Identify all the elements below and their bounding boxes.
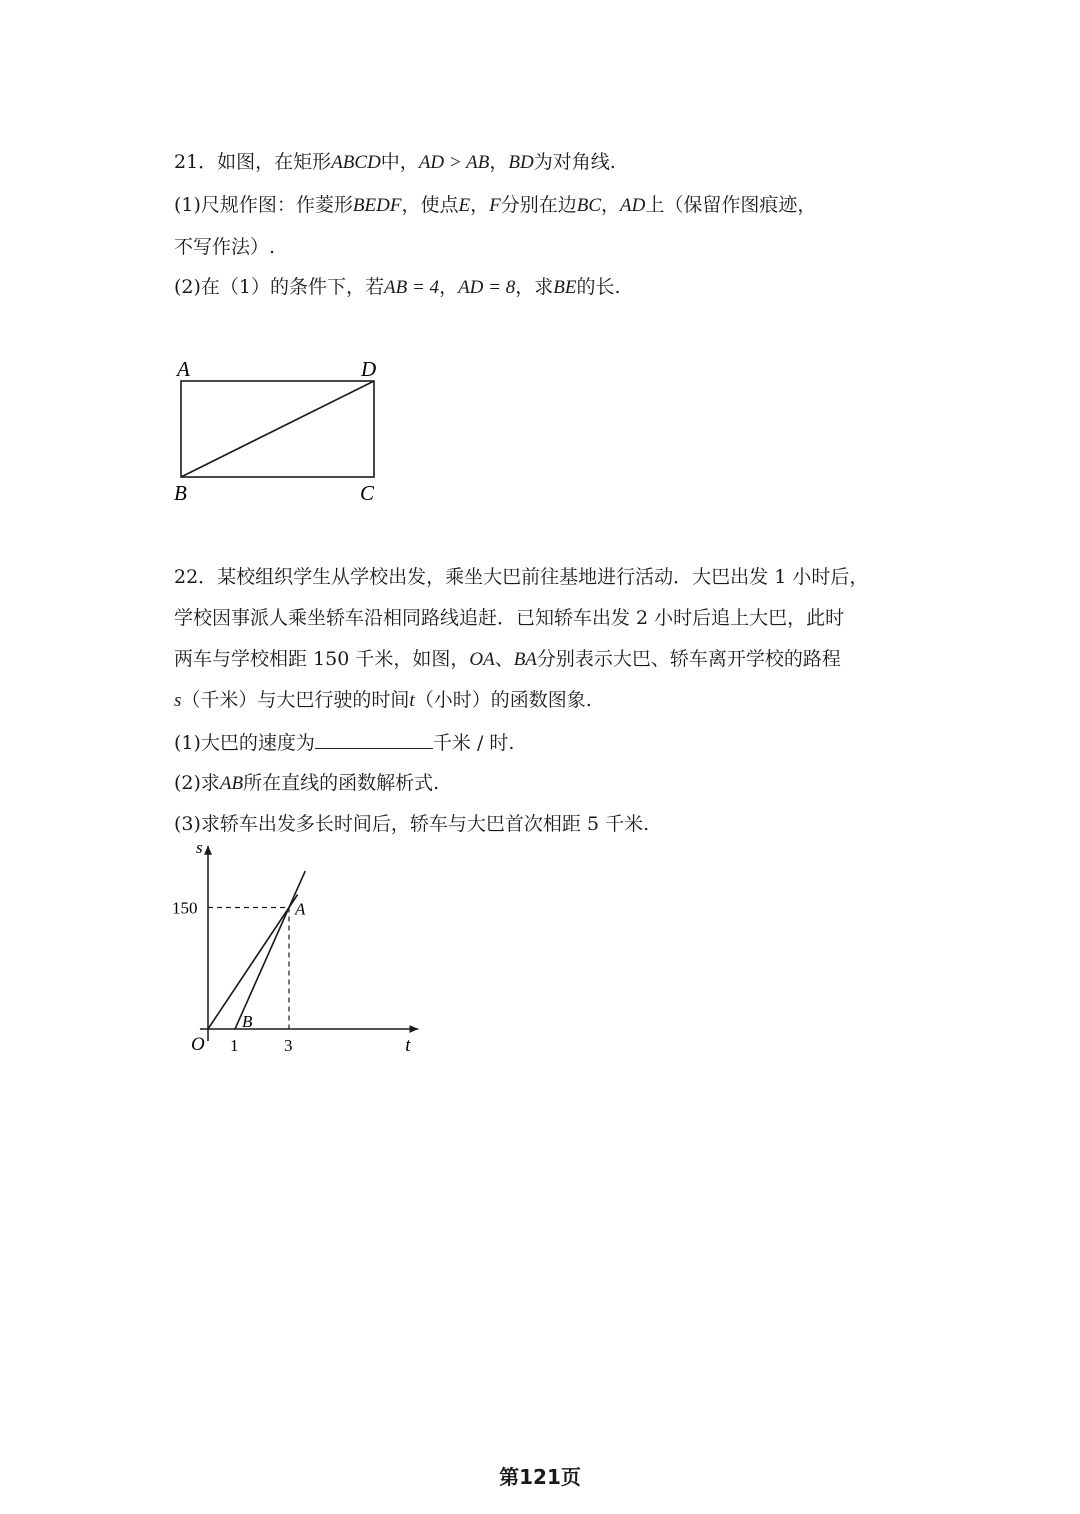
series-oa <box>208 895 298 1029</box>
point-label-a: A <box>295 899 306 919</box>
q21-part1-cont: 不写作法）. <box>174 236 276 258</box>
q22-stem-line3: 两车与学校相距 150 千米，如图，OA、BA分别表示大巴、轿车离开学校的路程 <box>174 648 841 670</box>
point-label-b: B <box>242 1012 253 1031</box>
q22-stem-line1: 22．某校组织学生从学校出发，乘坐大巴前往基地进行活动．大巴出发 1 小时后， <box>174 566 869 588</box>
q22-part2: (2)求AB所在直线的函数解析式. <box>174 772 440 794</box>
origin-label: O <box>191 1034 205 1055</box>
x-axis-label: t <box>405 1035 411 1056</box>
q22-stem-line4: s（千米）与大巴行驶的时间t（小时）的函数图象. <box>174 689 592 711</box>
q21-part1: (1)尺规作图：作菱形BEDF，使点E，F分别在边BC，AD上（保留作图痕迹， <box>174 194 817 216</box>
series-ba <box>235 871 305 1029</box>
label-a: A <box>177 357 190 381</box>
q21-stem: 21．如图，在矩形ABCD中，AD > AB，BD为对角线. <box>174 151 616 173</box>
answer-blank[interactable] <box>315 730 433 749</box>
diagonal-bd <box>181 381 374 477</box>
label-d: D <box>361 357 377 381</box>
q21-part2: (2)在（1）的条件下，若AB = 4，AD = 8，求BE的长. <box>174 276 621 298</box>
y-tick-150: 150 <box>172 898 198 918</box>
x-tick-3: 3 <box>284 1036 293 1055</box>
x-tick-1: 1 <box>230 1036 239 1055</box>
label-c: C <box>360 481 375 505</box>
rectangle-figure <box>160 350 400 510</box>
page-number: 第121页 <box>499 1465 581 1489</box>
label-b: B <box>174 481 187 505</box>
function-graph <box>160 837 411 1060</box>
y-axis-label: s <box>196 837 203 857</box>
q22-part1: (1)大巴的速度为 千米 / 时. <box>174 732 515 754</box>
q22-part3: (3)求轿车出发多长时间后，轿车与大巴首次相距 5 千米. <box>174 813 650 835</box>
q22-stem-line2: 学校因事派人乘坐轿车沿相同路线追赶．已知轿车出发 2 小时后追上大巴，此时 <box>174 607 845 629</box>
